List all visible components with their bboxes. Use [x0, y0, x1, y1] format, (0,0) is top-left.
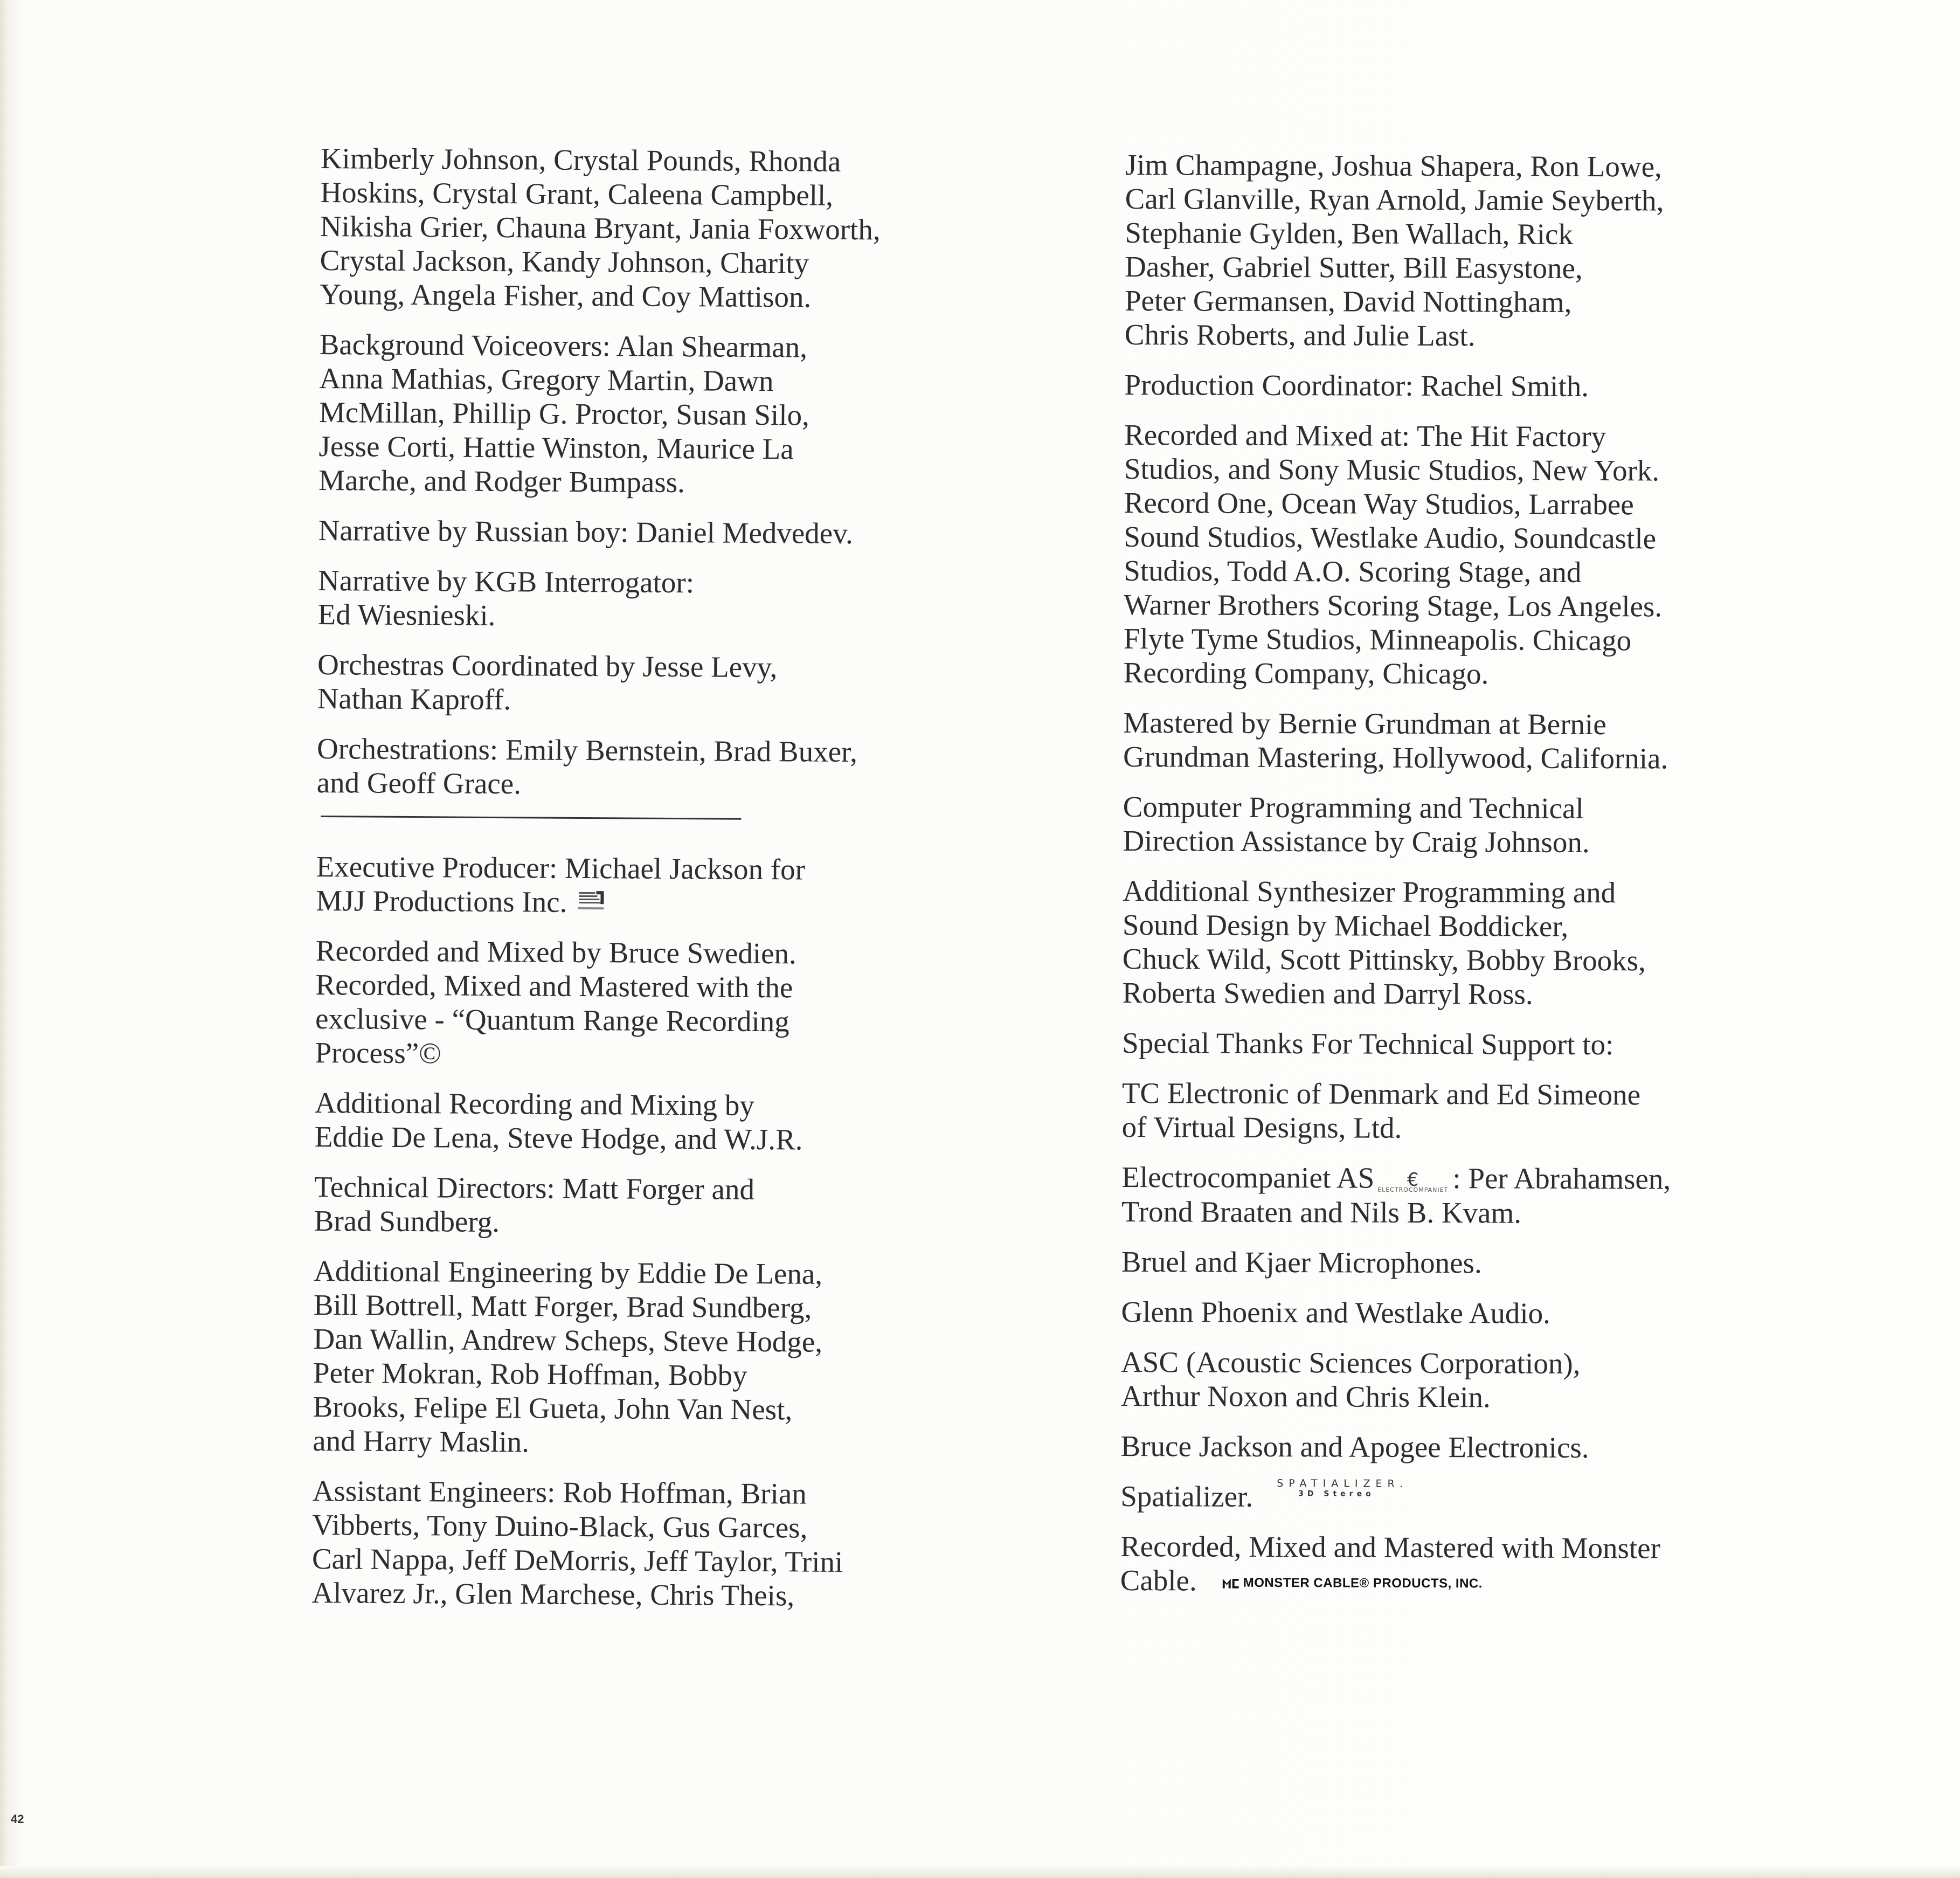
executive-producer-text: Executive Producer: Michael Jackson for MJJ Productions Inc.: [316, 850, 806, 919]
monster-cable-logo: [1223, 1576, 1483, 1591]
credits-additional-engineering: Additional Engineering by Eddie De Lena, Bill Bottrell, Matt Forger, Brad Sundberg, Dan Wallin, Andrew Scheps, Steve Hodge, Peter Mokran, Rob Hoffman, Bobby Brooks, Felipe El Gueta, John Van Nest, and Harry Maslin.: [313, 1254, 823, 1459]
electrocompaniet-logo-text: ELECTROCOMPANIET: [1377, 1186, 1449, 1194]
page-number: 42: [11, 1812, 24, 1826]
electrocompaniet-e-icon: €: [1407, 1169, 1419, 1191]
monster-cable-text: Recorded, Mixed and Mastered with Monster Cable.: [1120, 1529, 1661, 1597]
credits-background-voiceovers: Background Voiceovers: Alan Shearman, Anna Mathias, Gregory Martin, Dawn McMillan, Phillip G. Proctor, Susan Silo, Jesse Corti, Hattie Winston, Maurice La Marche, and Rodger Bumpass.: [318, 327, 810, 499]
spatializer-logo-bottom: 3D Stereo: [1298, 1489, 1375, 1499]
page-bottom-edge: [0, 1866, 1960, 1878]
credits-narrative-kgb: Narrative by KGB Interrogator: Ed Wiesnieski.: [317, 563, 695, 632]
monster-cable-m-icon: [1223, 1578, 1239, 1588]
credits-orchestras-coordinated: Orchestras Coordinated by Jesse Levy, Nathan Kaproff.: [317, 647, 778, 716]
monster-cable-logo-text: MONSTER CABLE® PRODUCTS, INC.: [1243, 1575, 1483, 1591]
mjj-productions-logo-icon: [577, 890, 607, 914]
spatializer-logo-top: SPATIALIZER.: [1277, 1477, 1409, 1490]
credits-recorded-mixed-at: Recorded and Mixed at: The Hit Factory Studios, and Sony Music Studios, New York. Record One, Ocean Way Studios, Larrabee Sound Studios, Westlake Audio, Soundcastle Studios, Todd A.O. Scoring Stage, and Warner Brothers Scoring Stage, Los Angeles. Flyte Tyme Studios, Minneapolis. Chicago Recording Company, Chicago.: [1123, 418, 1663, 691]
credits-technical-directors: Technical Directors: Matt Forger and Brad Sundberg.: [314, 1170, 755, 1239]
section-divider: [321, 816, 741, 820]
credits-executive-producer: [316, 850, 974, 921]
electrocompaniet-logo: [1377, 1169, 1449, 1194]
credits-orchestrations: Orchestrations: Emily Bernstein, Brad Buxer, and Geoff Grace.: [316, 731, 858, 800]
thanks-bruel-kjaer: Bruel and Kjaer Microphones.: [1121, 1245, 1482, 1280]
special-thanks-heading: Special Thanks For Technical Support to:: [1122, 1026, 1614, 1061]
credits-vocalists: Kimberly Johnson, Crystal Pounds, Rhonda Hoskins, Crystal Grant, Caleena Campbell, Nikisha Grier, Chauna Bryant, Jania Foxworth, Crystal Jackson, Kandy Johnson, Charity Young, Angela Fisher, and Coy Mattison.: [320, 141, 881, 314]
thanks-glenn-phoenix: Glenn Phoenix and Westlake Audio.: [1121, 1295, 1551, 1330]
credits-narrative-russian-boy: Narrative by Russian boy: Daniel Medvedev.: [318, 513, 854, 550]
thanks-monster-cable: [1120, 1529, 1783, 1603]
credits-synthesizer-programming: Additional Synthesizer Programming and Sound Design by Michael Boddicker, Chuck Wild, Scott Pittinsky, Bobby Brooks, Roberta Swedien and Darryl Ross.: [1122, 874, 1646, 1011]
spatializer-logo: [1277, 1477, 1408, 1499]
thanks-electrocompaniet: [1121, 1160, 1784, 1231]
credits-assistant-engineers: Assistant Engineers: Rob Hoffman, Brian Vibberts, Tony Duino-Black, Gus Garces, Carl Nappa, Jeff DeMorris, Jeff Taylor, Trini Alvarez Jr., Glen Marchese, Chris Theis,: [311, 1474, 843, 1612]
credits-assistant-engineers-cont: Jim Champagne, Joshua Shapera, Ron Lowe, Carl Glanville, Ryan Arnold, Jamie Seyberth, Stephanie Gylden, Ben Wallach, Rick Dasher, Gabriel Sutter, Bill Easystone, Peter Germansen, David Nottingham, Chris Roberts, and Julie Last.: [1124, 148, 1664, 353]
credits-recorded-mixed-by: Recorded and Mixed by Bruce Swedien. Recorded, Mixed and Mastered with the exclusive - “Quantum Range Recording Process”©: [315, 934, 797, 1070]
credits-computer-programming: Computer Programming and Technical Direction Assistance by Craig Johnson.: [1123, 790, 1590, 859]
spatializer-name: Spatializer.: [1120, 1479, 1253, 1513]
right-column: [1120, 148, 1788, 1619]
credits-additional-recording: Additional Recording and Mixing by Eddie De Lena, Steve Hodge, and W.J.R.: [314, 1086, 803, 1156]
thanks-tc-electronic: TC Electronic of Denmark and Ed Simeone of Virtual Designs, Ltd.: [1121, 1076, 1641, 1144]
electrocompaniet-name: Electrocompaniet AS: [1121, 1160, 1375, 1195]
thanks-bruce-jackson: Bruce Jackson and Apogee Electronics.: [1120, 1429, 1589, 1465]
electrocompaniet-people: : Per Abrahamsen, Trond Braaten and Nils B. Kvam.: [1121, 1162, 1671, 1230]
thanks-asc: ASC (Acoustic Sciences Corporation), Arthur Noxon and Chris Klein.: [1120, 1345, 1581, 1414]
credits-mastered-by: Mastered by Bernie Grundman at Bernie Grundman Mastering, Hollywood, California.: [1123, 706, 1668, 775]
thanks-spatializer: [1120, 1479, 1783, 1515]
left-column: [311, 141, 978, 1630]
credits-production-coordinator: Production Coordinator: Rachel Smith.: [1124, 368, 1589, 403]
